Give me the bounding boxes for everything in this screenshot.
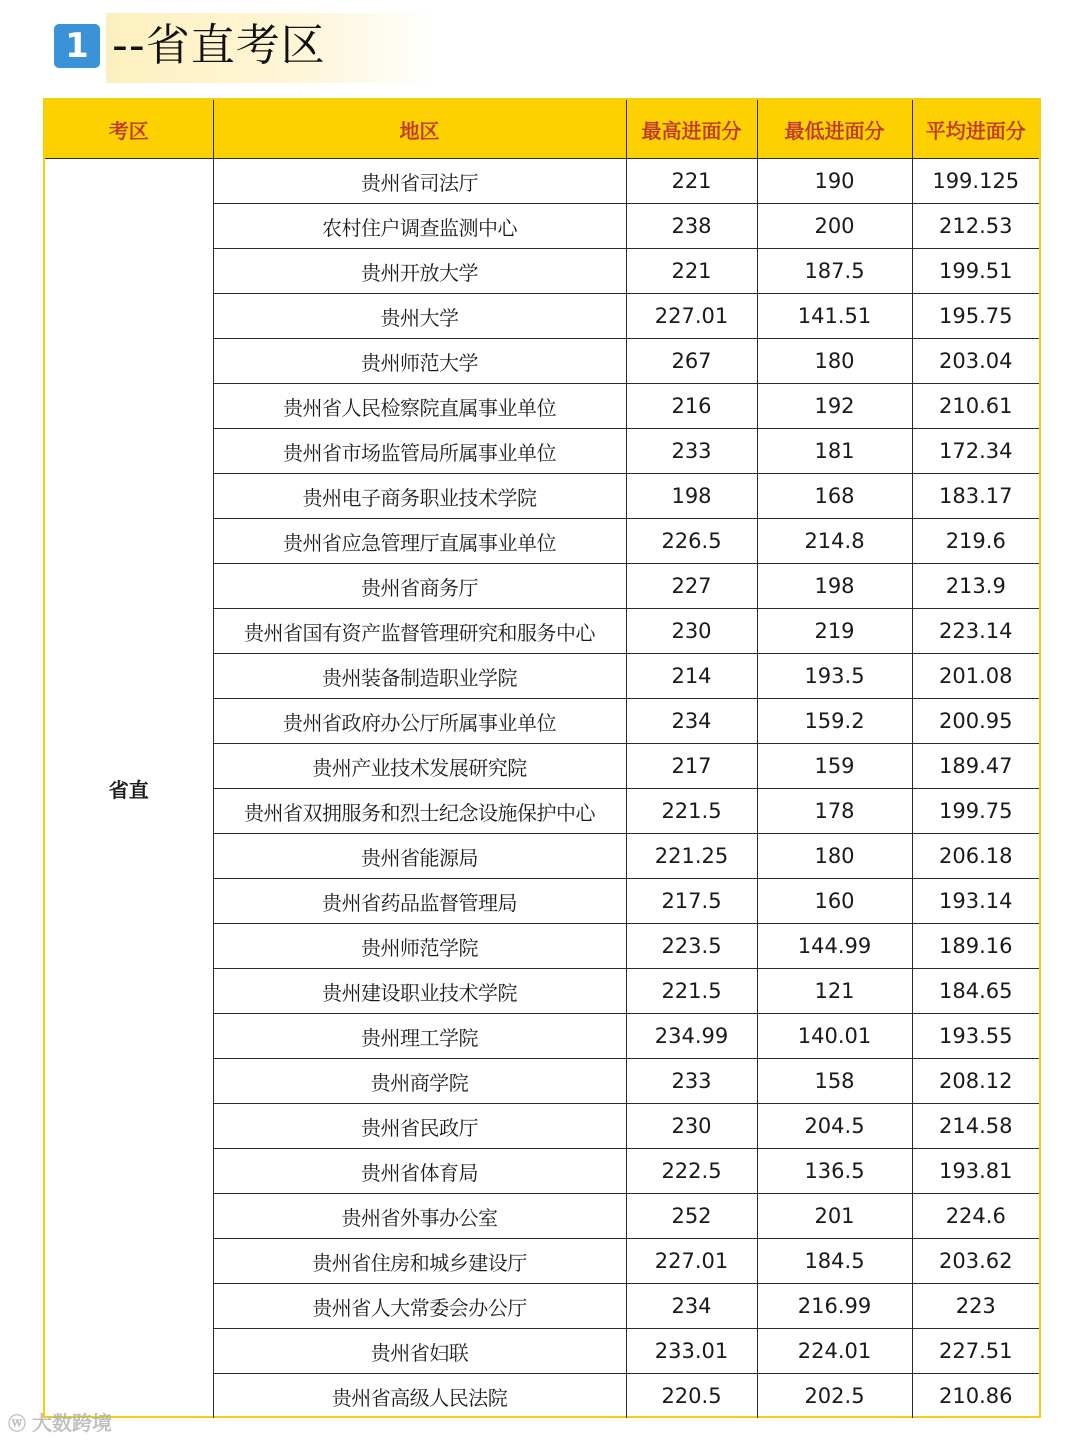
score-table-container — [43, 98, 1041, 1418]
min-score-cell: 168 — [757, 474, 912, 519]
region-cell: 贵州大学 — [213, 294, 626, 339]
min-score-cell: 180 — [757, 339, 912, 384]
header-avg-score: 平均进面分 — [912, 100, 1039, 159]
max-score-cell: 252 — [626, 1194, 757, 1239]
min-score-cell: 144.99 — [757, 924, 912, 969]
region-cell: 贵州开放大学 — [213, 249, 626, 294]
region-cell: 贵州电子商务职业技术学院 — [213, 474, 626, 519]
avg-score-cell: 184.65 — [912, 969, 1039, 1014]
min-score-cell: 140.01 — [757, 1014, 912, 1059]
max-score-cell: 220.5 — [626, 1374, 757, 1419]
avg-score-cell: 201.08 — [912, 654, 1039, 699]
max-score-cell: 216 — [626, 384, 757, 429]
min-score-cell: 200 — [757, 204, 912, 249]
max-score-cell: 223.5 — [626, 924, 757, 969]
max-score-cell: 234.99 — [626, 1014, 757, 1059]
avg-score-cell: 199.51 — [912, 249, 1039, 294]
page-title: --省直考区 — [112, 20, 326, 71]
min-score-cell: 181 — [757, 429, 912, 474]
min-score-cell: 180 — [757, 834, 912, 879]
min-score-cell: 202.5 — [757, 1374, 912, 1419]
region-cell: 贵州省人大常委会办公厅 — [213, 1284, 626, 1329]
min-score-cell: 192 — [757, 384, 912, 429]
region-cell: 贵州省妇联 — [213, 1329, 626, 1374]
max-score-cell: 221.5 — [626, 969, 757, 1014]
region-cell: 贵州商学院 — [213, 1059, 626, 1104]
avg-score-cell: 203.62 — [912, 1239, 1039, 1284]
region-cell: 贵州省双拥服务和烈士纪念设施保护中心 — [213, 789, 626, 834]
avg-score-cell: 189.47 — [912, 744, 1039, 789]
region-cell: 贵州省人民检察院直属事业单位 — [213, 384, 626, 429]
min-score-cell: 204.5 — [757, 1104, 912, 1149]
region-cell: 贵州省体育局 — [213, 1149, 626, 1194]
max-score-cell: 214 — [626, 654, 757, 699]
max-score-cell: 227.01 — [626, 294, 757, 339]
max-score-cell: 217 — [626, 744, 757, 789]
min-score-cell: 190 — [757, 159, 912, 204]
header-max-score: 最高进面分 — [626, 100, 757, 159]
avg-score-cell: 206.18 — [912, 834, 1039, 879]
region-cell: 贵州理工学院 — [213, 1014, 626, 1059]
avg-score-cell: 214.58 — [912, 1104, 1039, 1149]
max-score-cell: 233.01 — [626, 1329, 757, 1374]
region-cell: 贵州省药品监督管理局 — [213, 879, 626, 924]
min-score-cell: 136.5 — [757, 1149, 912, 1194]
max-score-cell: 198 — [626, 474, 757, 519]
region-cell: 农村住户调查监测中心 — [213, 204, 626, 249]
region-cell: 贵州建设职业技术学院 — [213, 969, 626, 1014]
min-score-cell: 159.2 — [757, 699, 912, 744]
region-cell: 贵州产业技术发展研究院 — [213, 744, 626, 789]
avg-score-cell: 227.51 — [912, 1329, 1039, 1374]
region-cell: 贵州省商务厅 — [213, 564, 626, 609]
min-score-cell: 214.8 — [757, 519, 912, 564]
max-score-cell: 234 — [626, 1284, 757, 1329]
min-score-cell: 178 — [757, 789, 912, 834]
region-cell: 贵州省外事办公室 — [213, 1194, 626, 1239]
max-score-cell: 221 — [626, 249, 757, 294]
max-score-cell: 221.5 — [626, 789, 757, 834]
avg-score-cell: 199.75 — [912, 789, 1039, 834]
min-score-cell: 193.5 — [757, 654, 912, 699]
min-score-cell: 121 — [757, 969, 912, 1014]
min-score-cell: 159 — [757, 744, 912, 789]
region-cell: 贵州师范大学 — [213, 339, 626, 384]
min-score-cell: 160 — [757, 879, 912, 924]
avg-score-cell: 189.16 — [912, 924, 1039, 969]
max-score-cell: 227.01 — [626, 1239, 757, 1284]
max-score-cell: 217.5 — [626, 879, 757, 924]
watermark — [8, 1408, 112, 1438]
table-row — [45, 159, 1039, 204]
avg-score-cell: 213.9 — [912, 564, 1039, 609]
avg-score-cell: 210.61 — [912, 384, 1039, 429]
header-min-score: 最低进面分 — [757, 100, 912, 159]
avg-score-cell: 199.125 — [912, 159, 1039, 204]
min-score-cell: 216.99 — [757, 1284, 912, 1329]
min-score-cell: 201 — [757, 1194, 912, 1239]
max-score-cell: 233 — [626, 429, 757, 474]
avg-score-cell: 223.14 — [912, 609, 1039, 654]
region-cell: 贵州省政府办公厅所属事业单位 — [213, 699, 626, 744]
region-cell: 贵州省高级人民法院 — [213, 1374, 626, 1419]
max-score-cell: 227 — [626, 564, 757, 609]
min-score-cell: 141.51 — [757, 294, 912, 339]
min-score-cell: 184.5 — [757, 1239, 912, 1284]
max-score-cell: 234 — [626, 699, 757, 744]
avg-score-cell: 208.12 — [912, 1059, 1039, 1104]
region-cell: 贵州省应急管理厅直属事业单位 — [213, 519, 626, 564]
max-score-cell: 222.5 — [626, 1149, 757, 1194]
min-score-cell: 158 — [757, 1059, 912, 1104]
weibo-icon: ⓦ — [8, 1414, 26, 1435]
max-score-cell: 233 — [626, 1059, 757, 1104]
avg-score-cell: 200.95 — [912, 699, 1039, 744]
avg-score-cell: 219.6 — [912, 519, 1039, 564]
region-cell: 贵州省司法厅 — [213, 159, 626, 204]
avg-score-cell: 210.86 — [912, 1374, 1039, 1419]
avg-score-cell: 223 — [912, 1284, 1039, 1329]
avg-score-cell: 212.53 — [912, 204, 1039, 249]
max-score-cell: 221.25 — [626, 834, 757, 879]
header-region: 地区 — [213, 100, 626, 159]
avg-score-cell: 193.81 — [912, 1149, 1039, 1194]
header-exam-area: 考区 — [45, 100, 213, 159]
avg-score-cell: 195.75 — [912, 294, 1039, 339]
region-cell: 贵州省国有资产监督管理研究和服务中心 — [213, 609, 626, 654]
max-score-cell: 226.5 — [626, 519, 757, 564]
max-score-cell: 267 — [626, 339, 757, 384]
exam-area-cell: 省直 — [45, 159, 213, 1419]
min-score-cell: 187.5 — [757, 249, 912, 294]
max-score-cell: 230 — [626, 1104, 757, 1149]
avg-score-cell: 203.04 — [912, 339, 1039, 384]
max-score-cell: 221 — [626, 159, 757, 204]
score-table — [45, 100, 1039, 1418]
region-cell: 贵州师范学院 — [213, 924, 626, 969]
region-cell: 贵州省住房和城乡建设厅 — [213, 1239, 626, 1284]
watermark-text: 大数跨境 — [32, 1411, 112, 1435]
max-score-cell: 238 — [626, 204, 757, 249]
avg-score-cell: 193.14 — [912, 879, 1039, 924]
max-score-cell: 230 — [626, 609, 757, 654]
min-score-cell: 224.01 — [757, 1329, 912, 1374]
table-header-row — [45, 100, 1039, 159]
region-cell: 贵州省民政厅 — [213, 1104, 626, 1149]
min-score-cell: 198 — [757, 564, 912, 609]
region-cell: 贵州省市场监管局所属事业单位 — [213, 429, 626, 474]
min-score-cell: 219 — [757, 609, 912, 654]
section-number-badge: 1 — [54, 24, 100, 68]
avg-score-cell: 183.17 — [912, 474, 1039, 519]
avg-score-cell: 193.55 — [912, 1014, 1039, 1059]
table-body — [45, 159, 1039, 1419]
region-cell: 贵州装备制造职业学院 — [213, 654, 626, 699]
avg-score-cell: 172.34 — [912, 429, 1039, 474]
region-cell: 贵州省能源局 — [213, 834, 626, 879]
avg-score-cell: 224.6 — [912, 1194, 1039, 1239]
